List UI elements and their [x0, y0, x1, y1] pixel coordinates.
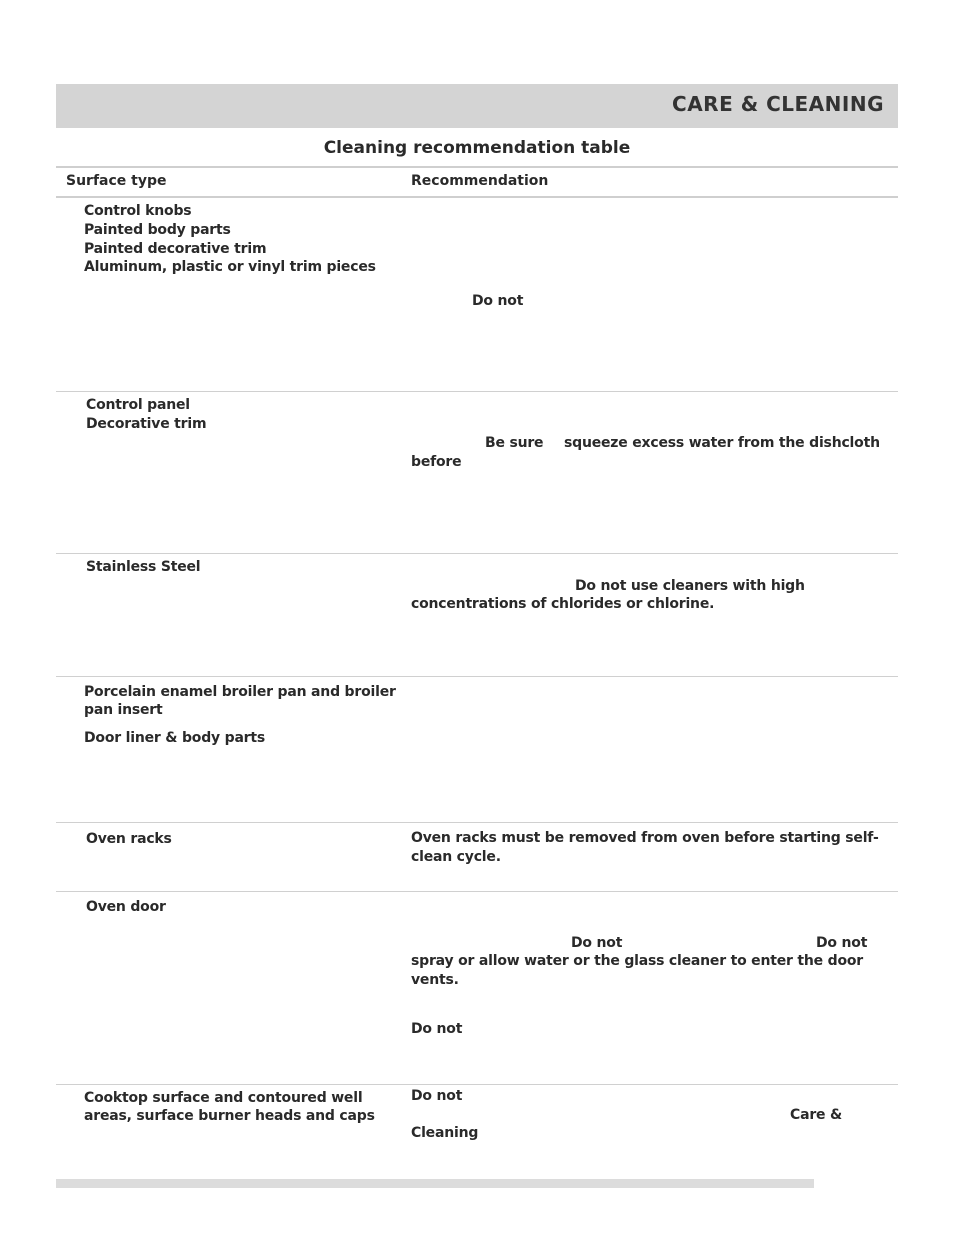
- recommendation-be-sure: Be sure: [485, 435, 544, 451]
- recommendation-no-chloride-cleaners: Do not use cleaners with high: [575, 578, 805, 594]
- surface-control-knobs: Control knobs: [84, 203, 192, 219]
- recommendation-do-not: Do not: [571, 935, 623, 951]
- recommendation-no-spray: spray or allow water or the glass cleaner to enter the door: [411, 953, 864, 969]
- surface-decorative-trim: Decorative trim: [86, 416, 207, 432]
- surface-painted-body-parts: Painted body parts: [84, 222, 231, 238]
- recommendation-do-not: Do not: [816, 935, 868, 951]
- section-title: CARE & CLEANING: [672, 92, 884, 116]
- surface-painted-decorative-trim: Painted decorative trim: [84, 241, 267, 257]
- recommendation-before: before: [411, 454, 462, 470]
- table-title: Cleaning recommendation table: [323, 138, 631, 158]
- recommendation-cleaning-ref: Cleaning: [411, 1125, 479, 1141]
- recommendation-chlorine-warning: concentrations of chlorides or chlorine.: [411, 596, 715, 612]
- row-divider: [56, 553, 898, 554]
- recommendation-clean-cycle: clean cycle.: [411, 849, 501, 865]
- row-divider: [56, 391, 898, 392]
- surface-burner-heads: areas, surface burner heads and caps: [84, 1108, 375, 1124]
- recommendation-vents: vents.: [411, 972, 459, 988]
- recommendation-remove-racks: Oven racks must be removed from oven before starting self-: [411, 830, 879, 846]
- surface-oven-door: Oven door: [86, 899, 166, 915]
- surface-broiler-pan-insert: pan insert: [84, 702, 163, 718]
- row-divider: [56, 1084, 898, 1085]
- row-divider: [56, 676, 898, 677]
- recommendation-do-not: Do not: [411, 1088, 463, 1104]
- table-top-rule: [56, 166, 898, 168]
- row-divider: [56, 891, 898, 892]
- surface-control-panel: Control panel: [86, 397, 190, 413]
- recommendation-do-not: Do not: [411, 1021, 463, 1037]
- recommendation-do-not: Do not: [472, 293, 524, 309]
- column-header-surface: Surface type: [66, 173, 167, 189]
- column-header-recommendation: Recommendation: [411, 173, 549, 189]
- surface-broiler-pan: Porcelain enamel broiler pan and broiler: [84, 684, 396, 700]
- surface-oven-racks: Oven racks: [86, 831, 172, 847]
- recommendation-care-ref: Care &: [790, 1107, 843, 1123]
- footer-band: [56, 1179, 814, 1188]
- header-rule: [56, 196, 898, 198]
- surface-cooktop: Cooktop surface and contoured well: [84, 1090, 363, 1106]
- header-band: [56, 84, 898, 128]
- recommendation-squeeze-water: squeeze excess water from the dishcloth: [564, 435, 880, 451]
- surface-door-liner: Door liner & body parts: [84, 730, 266, 746]
- surface-trim-pieces: Aluminum, plastic or vinyl trim pieces: [84, 259, 376, 275]
- surface-stainless-steel: Stainless Steel: [86, 559, 201, 575]
- row-divider: [56, 822, 898, 823]
